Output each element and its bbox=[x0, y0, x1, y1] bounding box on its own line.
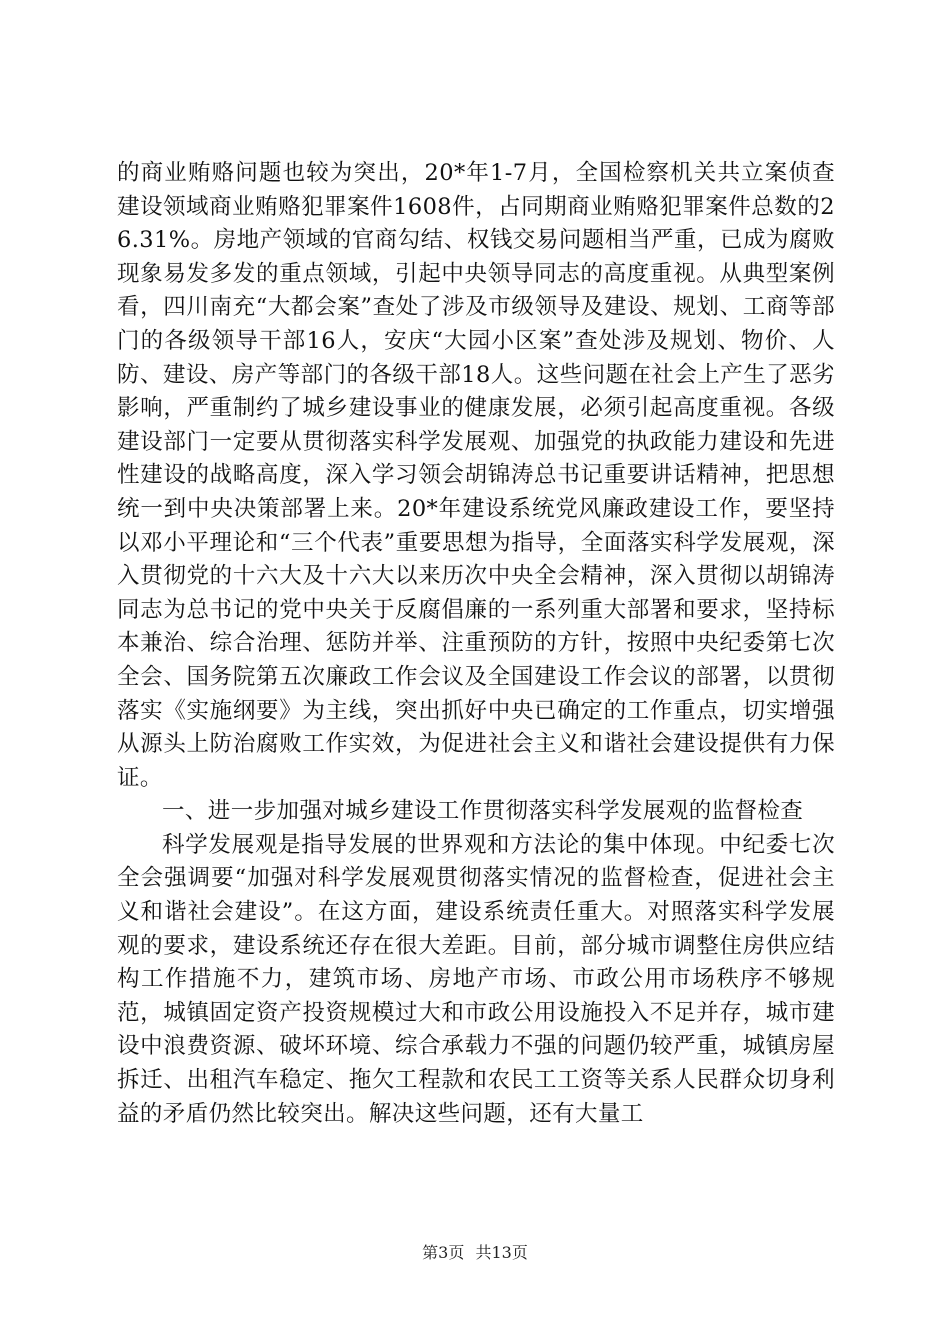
page-footer bbox=[0, 1243, 950, 1263]
paragraph: 科学发展观是指导发展的世界观和方法论的集中体现。中纪委七次全会强调要“加强对科学发展观贯彻落实情况的监督检查，促进社会主义和谐社会建设”。在这方面，建设系统责任重大。对照落实科学发展观的要求，建设系统还存在很大差距。目前，部分城市调整住房供应结构工作措施不力，建筑市场、房地产市场、市政公用市场秩序不够规范，城镇固定资产投资规模过大和市政公用设施投入不足并存，城市建设中浪费资源、破坏环境、综合承载力不强的问题仍较严重，城镇房屋拆迁、出租汽车稳定、拖欠工程款和农民工工资等关系人民群众切身利益的矛盾仍然比较突出。解决这些问题，还有大量工 bbox=[117, 831, 835, 1127]
page-number: 第3页 bbox=[422, 1243, 465, 1262]
page-total: 共13页 bbox=[475, 1243, 528, 1262]
body-text bbox=[117, 157, 835, 1131]
section-heading: 一、进一步加强对城乡建设工作贯彻落实科学发展观的监督检查 bbox=[162, 798, 804, 825]
paragraph-continued: 的商业贿赂问题也较为突出，20*年1-7月，全国检察机关共立案侦查建设领域商业贿赂犯罪案件1608件，占同期商业贿赂犯罪案件总数的26.31%。房地产领域的官商勾结、权钱交易问题相当严重，已成为腐败现象易发多发的重点领域，引起中央领导同志的高度重视。从典型案例看，四川南充“大都会案”查处了涉及市级领导及建设、规划、工商等部门的各级领导干部16人，安庆“大园小区案”查处涉及规划、物价、人防、建设、房产等部门的各级干部18人。这些问题在社会上产生了恶劣影响，严重制约了城乡建设事业的健康发展，必须引起高度重视。各级建设部门一定要从贯彻落实科学发展观、加强党的执政能力建设和先进性建设的战略高度，深入学习领会胡锦涛总书记重要讲话精神，把思想统一到中央决策部署上来。20*年建设系统党风廉政建设工作，要坚持以邓小平理论和“三个代表”重要思想为指导，全面落实科学发展观，深入贯彻党的十六大及十六大以来历次中央全会精神，深入贯彻以胡锦涛同志为总书记的党中央关于反腐倡廉的一系列重大部署和要求，坚持标本兼治、综合治理、惩防并举、注重预防的方针，按照中央纪委第七次全会、国务院第五次廉政工作会议及全国建设工作会议的部署，以贯彻落实《实施纲要》为主线，突出抓好中央已确定的工作重点，切实增强从源头上防治腐败工作实效，为促进社会主义和谐社会建设提供有力保证。 bbox=[117, 160, 835, 791]
